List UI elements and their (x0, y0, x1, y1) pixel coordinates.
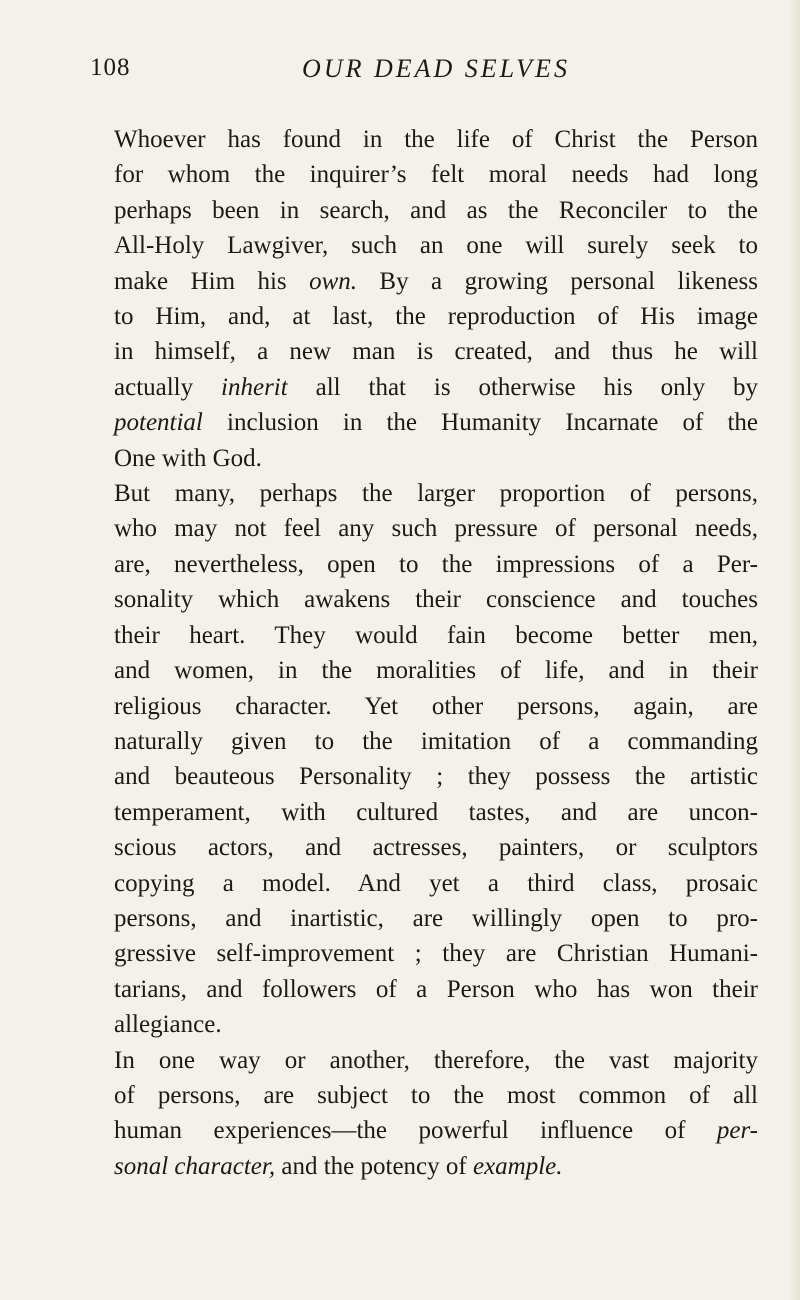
text-line (90, 795, 758, 830)
text-line (90, 972, 758, 1007)
text-run: actually (114, 373, 222, 401)
text-run: tarians, and followers of a Person who has won their (114, 975, 758, 1003)
text-line (90, 511, 758, 546)
text-line (90, 405, 758, 440)
paragraph (90, 122, 758, 476)
text-run: One with God. (114, 444, 262, 472)
text-line (90, 370, 758, 405)
text-line (90, 1043, 758, 1078)
text-run: for whom the inquirer’s felt moral needs had long (114, 161, 758, 189)
text-run: naturally given to the imitation of a commanding (114, 727, 758, 755)
text-run: sonality which awakens their conscience and touches (114, 586, 758, 614)
text-run: their heart. They would fain become better men, (114, 621, 758, 649)
text-line (90, 299, 758, 334)
text-line (90, 901, 758, 936)
text-run: gressive self-improvement ; they are Christian Humani- (114, 940, 758, 968)
text-run: in himself, a new man is created, and thus he will (114, 338, 758, 366)
body-text (90, 122, 758, 1184)
text-run: allegiance. (114, 1011, 222, 1039)
text-line (90, 193, 758, 228)
text-run: copying a model. And yet a third class, prosaic (114, 869, 758, 897)
text-run: make Him his (114, 267, 310, 295)
italic-text: sonal character, (114, 1152, 276, 1180)
running-head (90, 44, 758, 92)
text-line (90, 157, 758, 192)
text-line (90, 689, 758, 724)
text-run: are, nevertheless, open to the impressions of a Per- (114, 550, 758, 578)
text-line (90, 228, 758, 263)
text-run: In one way or another, therefore, the vast majority (114, 1046, 758, 1074)
text-line (90, 1078, 758, 1113)
running-title: OUR DEAD SELVES (302, 54, 570, 83)
text-run: and beauteous Personality ; they possess the artistic (114, 763, 758, 791)
italic-text: example. (472, 1152, 563, 1180)
text-line (90, 866, 758, 901)
paragraph (90, 476, 758, 1043)
text-line (90, 334, 758, 369)
text-line (90, 476, 758, 511)
text-run: Whoever has found in the life of Christ the Person (114, 126, 758, 153)
text-line (90, 759, 758, 794)
text-run: who may not feel any such pressure of personal needs, (114, 515, 758, 543)
text-line (90, 264, 758, 299)
italic-text: per- (716, 1117, 758, 1145)
book-page (90, 44, 758, 1184)
text-run: But many, perhaps the larger proportion of persons, (114, 480, 758, 508)
text-line (90, 724, 758, 759)
text-run: and women, in the moralities of life, and in their (114, 657, 758, 685)
text-line (90, 441, 758, 476)
text-line (90, 830, 758, 865)
text-run: All-Holy Lawgiver, such an one will surely seek to (114, 232, 758, 260)
text-run: religious character. Yet other persons, again, are (114, 692, 758, 720)
text-run: temperament, with cultured tastes, and are uncon- (114, 798, 758, 826)
text-run: all that is otherwise his only by (287, 373, 758, 401)
text-line (90, 653, 758, 688)
text-run: to Him, and, at last, the reproduction of His image (114, 303, 758, 331)
text-run: and the potency of (275, 1152, 473, 1180)
italic-text: potential (114, 409, 203, 437)
text-run: of persons, are subject to the most common of all (114, 1081, 758, 1109)
italic-text: inherit (221, 373, 288, 401)
text-line (90, 582, 758, 617)
text-run: perhaps been in search, and as the Reconciler to the (114, 196, 758, 224)
text-run: persons, and inartistic, are willingly open to pro- (114, 904, 758, 932)
paragraph (90, 1043, 758, 1185)
text-run: human experiences—the powerful influence of (114, 1117, 717, 1145)
text-line (90, 618, 758, 653)
text-line (90, 547, 758, 582)
text-run: By a growing personal likeness (357, 267, 758, 295)
text-line (90, 1007, 758, 1042)
text-run: inclusion in the Humanity Incarnate of the (202, 409, 758, 437)
text-line (90, 122, 758, 157)
text-line (90, 1149, 758, 1184)
page-edge (788, 0, 800, 1300)
text-run: scious actors, and actresses, painters, or sculptors (114, 834, 758, 862)
italic-text: own. (309, 267, 357, 295)
text-line (90, 1113, 758, 1148)
page-number: 108 (90, 54, 131, 81)
text-line (90, 936, 758, 971)
